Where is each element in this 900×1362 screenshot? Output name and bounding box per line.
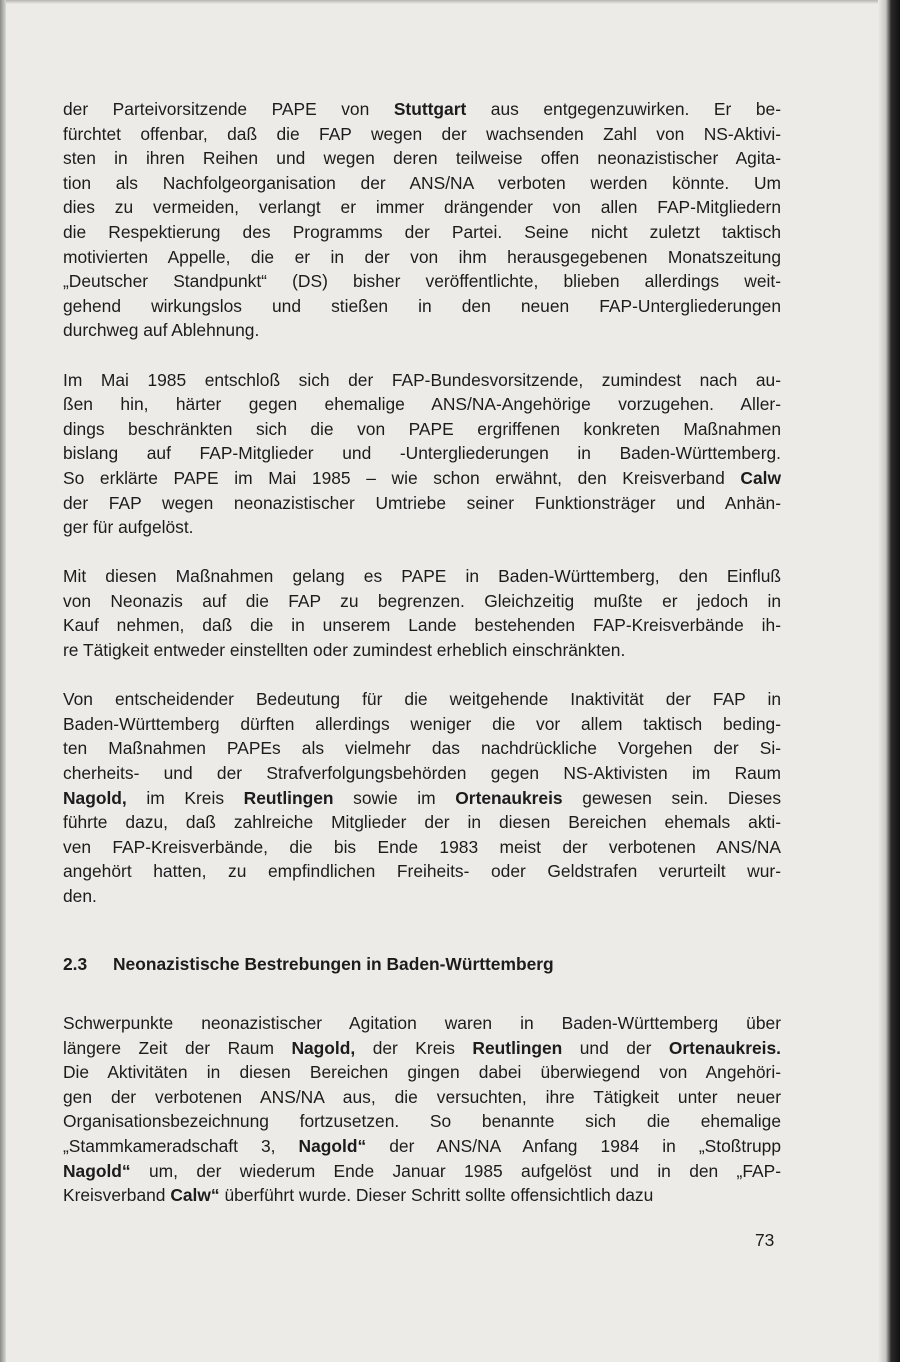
text-line [63,1134,781,1159]
page-left-edge [0,0,6,1362]
text-run: gehend wirkungslos und stießen in den neuen FAP-Untergliederungen [63,295,781,316]
text-run: Baden-Württemberg dürften allerdings weniger die vor allem taktisch beding- [63,713,781,734]
text-line [63,515,781,540]
text-line [63,441,781,466]
paragraph [63,368,781,540]
paragraph [63,1011,781,1208]
text-line [63,195,781,220]
text-run: dies zu vermeiden, verlangt er immer drängender von allen FAP-Mitgliedern [63,197,781,218]
text-run: ßen hin, härter gegen ehemalige ANS/NA-Angehörige vorzugehen. Aller- [63,394,781,415]
text-line [63,1109,781,1134]
text-line [63,1036,781,1061]
text-run: bislang auf FAP-Mitglieder und -Untergliederungen in Baden-Württemberg. [63,443,781,464]
text-run: Im Mai 1985 entschloß sich der FAP-Bundesvorsitzende, zumindest nach au- [63,369,781,390]
text-line [63,392,781,417]
text-line [63,466,781,491]
text-run: Organisationsbezeichnung fortzusetzen. So benannte sich die ehemalige [63,1111,781,1132]
text-line [63,220,781,245]
text-run: Von entscheidender Bedeutung für die weitgehende Inaktivität der FAP in [63,689,781,710]
text-run: So erklärte PAPE im Mai 1985 – wie schon erwähnt, den Kreisverband [63,467,741,488]
paragraph [63,687,781,908]
text-run: gewesen sein. Dieses [562,787,782,808]
text-run: der Kreis [355,1037,473,1058]
text-line [63,269,781,294]
text-run: die Respektierung des Programms der Partei. Seine nicht zuletzt taktisch [63,221,781,242]
text-line [63,736,781,761]
text-run: sten in ihren Reihen und wegen deren teilweise offen neonazistischer Agita- [63,148,781,169]
text-line [63,368,781,393]
text-run: re Tätigkeit entweder einstellten oder zumindest erheblich einschränkten. [63,640,626,661]
text-run: sowie im [333,787,456,808]
text-run: der ANS/NA Anfang 1984 in „Stoßtrupp [366,1135,782,1156]
paragraph [63,97,781,343]
text-run: um, der wiederum Ende Januar 1985 aufgelöst und in den „FAP- [130,1160,781,1181]
text-run: führte dazu, daß zahlreiche Mitglieder der in diesen Bereichen ehemals akti- [63,812,781,833]
section-title: Neonazistische Bestrebungen in Baden-Württemberg [113,954,554,974]
text-run: Schwerpunkte neonazistischer Agitation waren in Baden-Württemberg über [63,1013,781,1033]
text-run: den. [63,886,97,906]
text-line [63,687,781,712]
text-run: cherheits- und der Strafverfolgungsbehörden gegen NS-Aktivisten im Raum [63,763,781,784]
text-line [63,1060,781,1085]
body-text [63,97,781,933]
page-top-edge [0,0,900,4]
text-line [63,613,781,638]
text-line [63,1085,781,1110]
text-line [63,859,781,884]
bold-place-name: Ortenaukreis [455,787,563,808]
bold-place-name: Reutlingen [472,1037,563,1058]
text-run: aus entgegenzuwirken. Er be- [466,99,781,119]
text-run: „Stammkameradschaft 3, [63,1135,299,1156]
text-line [63,564,781,589]
text-line [63,884,781,909]
text-line [63,638,781,663]
text-run: überführt wurde. Dieser Schritt sollte offensichtlich dazu [219,1185,654,1206]
text-line [63,835,781,860]
text-line [63,712,781,737]
text-line [63,245,781,270]
text-run: und der [562,1037,669,1058]
section-heading [63,952,781,977]
text-run: der Parteivorsitzende PAPE von [63,99,394,119]
bold-place-name: Stuttgart [393,99,467,119]
bold-place-name: Nagold, [291,1037,356,1058]
page-binding-shadow [878,0,900,1362]
paragraph [63,564,781,662]
text-run: Kauf nehmen, daß die in unserem Lande bestehenden FAP-Kreisverbände ih- [63,615,781,636]
text-line [63,146,781,171]
text-run: längere Zeit der Raum [63,1037,292,1058]
text-line [63,294,781,319]
text-run: tion als Nachfolgeorganisation der ANS/NA verboten werden könnte. Um [63,172,781,193]
text-run: ten Maßnahmen PAPEs als vielmehr das nachdrückliche Vorgehen der Si- [63,738,781,759]
text-run: motivierten Appelle, die er in der von ihm herausgegebenen Monatszeitung [63,246,781,267]
bold-place-name: Nagold“ [63,1160,131,1181]
text-run: „Deutscher Standpunkt“ (DS) bisher veröffentlichte, blieben allerdings weit- [63,271,781,292]
text-run: der FAP wegen neonazistischer Umtriebe seiner Funktionsträger und Anhän- [63,492,781,513]
page-number: 73 [755,1230,775,1250]
text-line [63,810,781,835]
bold-place-name: Nagold, [63,787,127,808]
bold-place-name: Calw“ [170,1185,220,1206]
text-run: dings beschränkten sich die von PAPE ergriffenen konkreten Maßnahmen [63,418,781,439]
text-line [63,122,781,147]
text-run: von Neonazis auf die FAP zu begrenzen. Gleichzeitig mußte er jedoch in [63,590,781,611]
text-run: im Kreis [126,787,244,808]
bold-place-name: Nagold“ [298,1135,367,1156]
text-run: ger für aufgelöst. [63,517,194,538]
text-line [63,97,781,122]
text-line [63,171,781,196]
text-line [63,786,781,811]
text-run: Kreisverband [63,1185,171,1206]
text-line [63,1183,781,1208]
text-line [63,1159,781,1184]
text-run: angehört hatten, zu empfindlichen Freiheits- oder Geldstrafen verurteilt wur- [63,861,781,882]
bold-place-name: Ortenaukreis. [668,1037,781,1058]
text-line [63,761,781,786]
section-body-text [63,1011,781,1232]
text-run: Die Aktivitäten in diesen Bereichen gingen dabei überwiegend von Angehöri- [63,1062,781,1083]
text-line [63,318,781,343]
text-run: Mit diesen Maßnahmen gelang es PAPE in Baden-Württemberg, den Einfluß [63,566,781,587]
text-line [63,417,781,442]
text-run: fürchtet offenbar, daß die FAP wegen der wachsenden Zahl von NS-Aktivi- [63,123,781,144]
bold-place-name: Reutlingen [243,787,334,808]
text-run: ven FAP-Kreisverbände, die bis Ende 1983 meist der verbotenen ANS/NA [63,836,781,857]
text-line [63,1011,781,1036]
text-run: durchweg auf Ablehnung. [63,320,260,341]
text-line [63,589,781,614]
bold-place-name: Calw [740,467,781,488]
section-number: 2.3 [63,954,88,974]
text-run: gen der verbotenen ANS/NA aus, die versuchten, ihre Tätigkeit unter neuer [63,1086,781,1107]
text-line [63,491,781,516]
